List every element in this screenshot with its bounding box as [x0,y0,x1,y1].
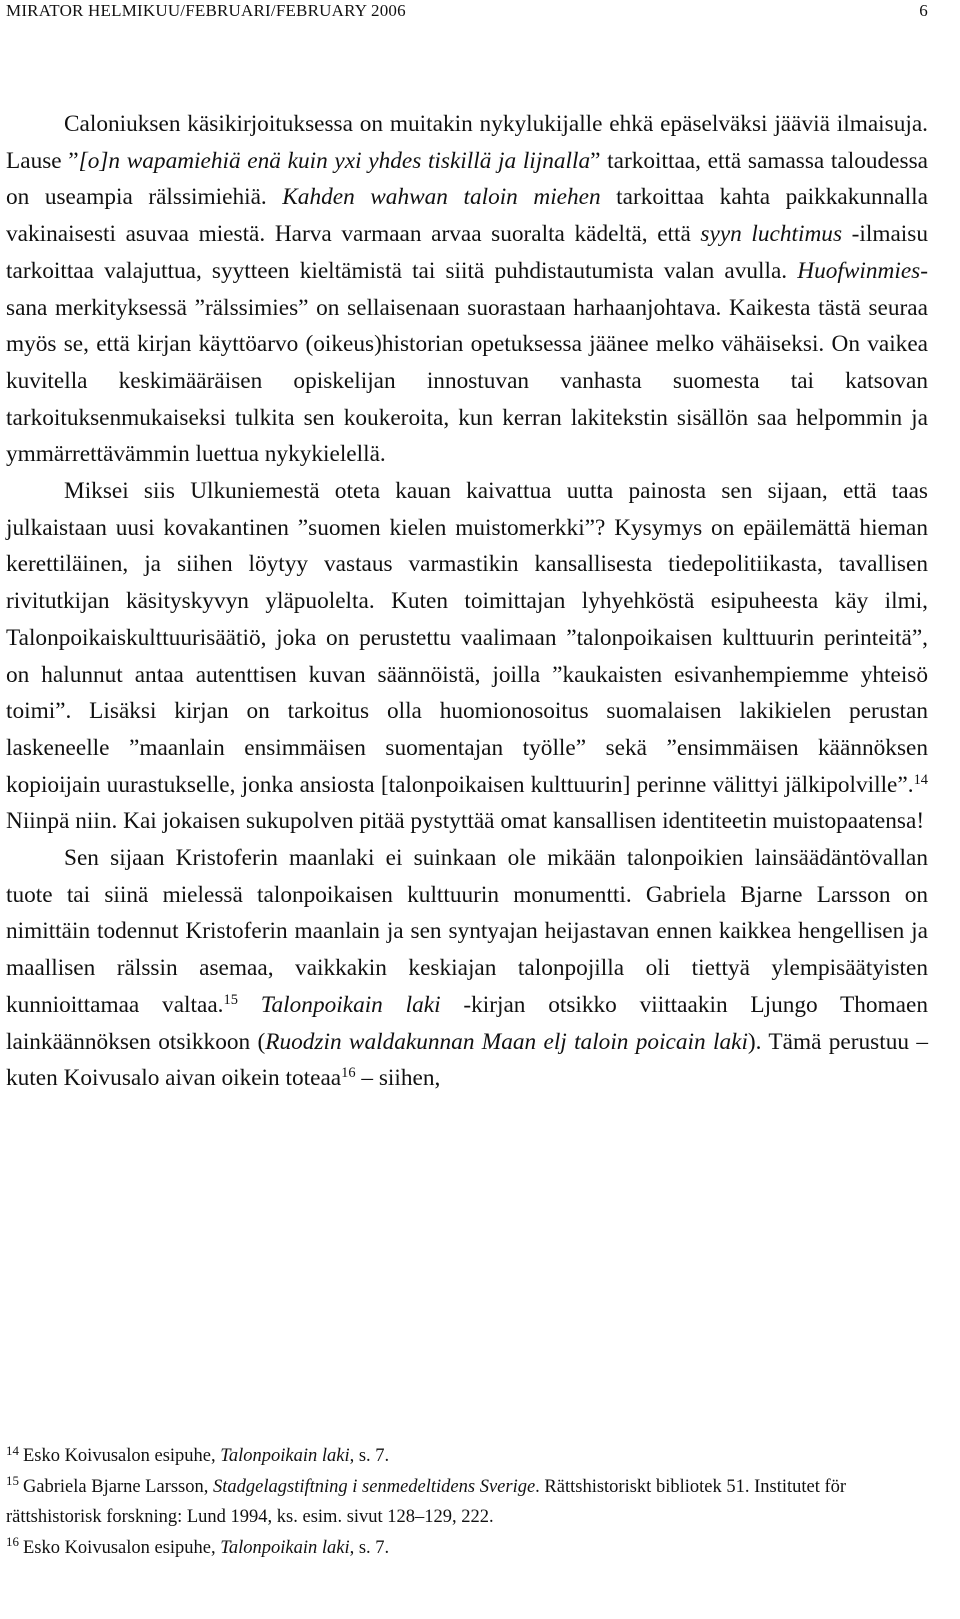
paragraph-3 [6,840,928,1097]
footnote-number: 15 [6,1473,19,1489]
page-number: 6 [919,1,928,20]
page-header [6,0,928,24]
footnote-text: , s. 7. [349,1446,390,1466]
text-run: Sen sijaan Kristoferin maanlaki ei suinkaan ole mikään talonpoikien lainsäädäntövallan tuote tai siinä mielessä talonpoikaisen kulttuurin monumentti. Gabriela Bjarne Larsson on nimittäin todennut Kristoferin maanlain ja sen syntyajan heijastavan ennen kaikkea hengellisen ja maallisen rälssin asemaa, vaikkakin keskiajan talonpojilla oli tiettyä ylempisäätyisten kunnioittamaa valtaa. [6,845,928,1018]
footnote-number: 16 [6,1534,19,1550]
footnote-ref-14[interactable]: 14 [913,771,928,788]
footnote-ref-16[interactable]: 16 [341,1065,356,1082]
quoted-law-text: syyn luchtimus [700,221,843,248]
text-run: tarkoittaa kahta paikkakunnalla vakinaisesti asuvaa miestä. Harva varmaan arvaa suoralta kädeltä, että [6,184,928,248]
footnote-text: Esko Koivusalon esipuhe, [22,1446,221,1466]
footnote-15 [6,1472,928,1533]
book-title: Ruodzin waldakunnan Maan elj taloin poicain laki [265,1028,748,1055]
footnote-16 [6,1533,928,1564]
text-run: -kirjan otsikko viittaakin Ljungo Thomaen lainkäännöksen otsikkoon ( [6,991,929,1055]
footnote-text: Esko Koivusalon esipuhe, [22,1537,221,1558]
journal-title: MIRATOR HELMIKUU/FEBRUARI/FEBRUARY 2006 [6,1,406,20]
text-run: Caloniuksen käsikirjoituksessa on muitakin nykylukijalle ehkä epäselväksi jääviä ilmaisuja. Lause ” [6,111,928,174]
text-run: – siihen, [355,1065,441,1092]
text-run: ). Tämä perustuu – kuten Koivusalo aivan oikein toteaa [6,1028,928,1092]
footnote-book-title: Talonpoikain laki [220,1446,350,1466]
footnote-14 [6,1441,928,1472]
text-run: Niinpä niin. Kai jokaisen sukupolven pitää pystyttää omat kansallisen identiteetin muistopaatensa! [6,808,925,835]
text-run: -sana merkityksessä ”rälssimies” on sellaisenaan suorastaan harhaanjohtava. Kaikesta tästä seuraa myös se, että kirjan käyttöarvo (oikeus)historian opetuksessa jäänee melko vähäiseksi. On vaikea kuvitella keskimääräisen opiskelijan innostuvan vanhasta suomesta tai katsovan tarkoituksenmukaiseksi tulkita sen koukeroita, kun kerran lakitekstin sisällön saa helpommin ja ymmärrettävämmin luettua nykykielellä. [6,257,928,468]
footnote-book-title: Stadgelagstiftning i senmedeltidens Sverige [213,1476,536,1497]
quoted-law-text: Huofwinmies [797,257,921,284]
quoted-law-text: Kahden wahwan taloin miehen [282,184,601,211]
text-run: ” tarkoittaa, että samassa taloudessa on useampia rälssimiehiä. [6,147,928,211]
footnote-number: 14 [6,1442,19,1458]
book-title: Talonpoikain laki [260,991,441,1018]
text-run [238,992,261,1018]
footnote-text: Gabriela Bjarne Larsson, [22,1476,214,1497]
quoted-law-text: [o]n wapamiehiä enä kuin yxi yhdes tiskillä ja lijnalla [78,147,591,174]
footnotes [6,1441,928,1563]
footnote-text: . Rättshistoriskt bibliotek 51. Institutet för rättshistorisk forskning: Lund 1994, ks. esim. sivut 128–129, 222. [6,1476,847,1527]
paragraph-2 [6,473,928,840]
article-body [6,106,928,1097]
footnote-text: , s. 7. [349,1537,390,1558]
text-run: Miksei siis Ulkuniemestä oteta kauan kaivattua uutta painosta sen sijaan, että taas julkaistaan uusi kovakantinen ”suomen kielen muistomerkki”? Kysymys on epäilemättä hieman kerettiläinen, ja siihen löytyy vastaus varmastikin kansallisesta tiedepolitiikasta, tavallisen rivitutkijan käsityskyvyn yläpuolelta. Kuten toimittajan lyhyehköstä esipuheesta käy ilmi, Talonpoikaiskulttuurisäätiö, joka on perustettu vaalimaan ”talonpoikaisen kulttuurin perinteitä”, on halunnut antaa autenttisen kuvan säännöistä, joilla ”kaukaisten esivanhempiemme yhteisö toimi”. Lisäksi kirjan on tarkoitus olla huomionosoitus suomalaisen lakikielen perustan laskeneelle ”maanlain ensimmäisen suomentajan työlle” sekä ”ensimmäisen käännöksen kopioijain uurastukselle, jonka ansiosta [talonpoikaisen kulttuurin] perinne välittyi jälkipolville”. [6,478,928,798]
footnote-ref-15[interactable]: 15 [223,991,238,1008]
footnote-book-title: Talonpoikain laki [220,1537,350,1558]
text-run: -ilmaisu tarkoittaa valajuttua, syytteen kieltämistä tai siitä puhdistautumista valan avulla. [6,221,928,284]
paragraph-1 [6,106,928,473]
